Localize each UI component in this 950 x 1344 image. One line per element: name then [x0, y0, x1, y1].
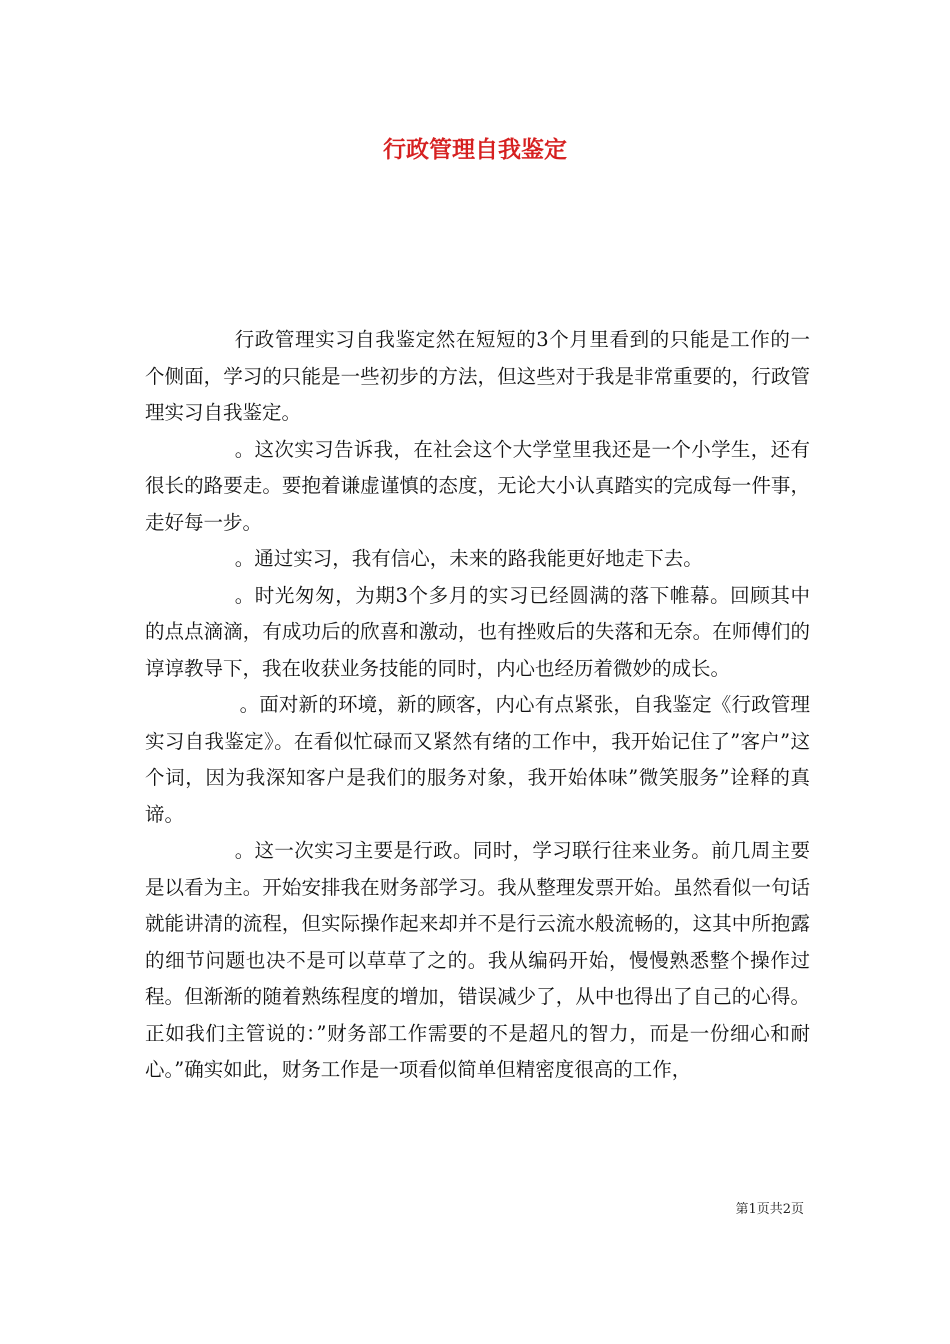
paragraph: 。这次实习告诉我，在社会这个大学堂里我还是一个小学生，还有很长的路要走。要抱着谦虚谨慎的态度，无论大小认真踏实的完成每一件事，走好每一步。	[145, 437, 810, 534]
paragraph: 。这一次实习主要是行政。同时，学习联行往来业务。前几周主要是以看为主。开始安排我在财务部学习。我从整理发票开始。虽然看似一句话就能讲清的流程，但实际操作起来却并不是行云流水般流畅的，这其中所抱露的细节问题也决不是可以草草了之的。我从编码开始，慢慢熟悉整个操作过程。但渐渐的随着熟练程度的增加，错误减少了，从中也得出了自己的心得。正如我们主管说的：”财务部工作需要的不是超凡的智力，而是一份细心和耐心。”确实如此，财务工作是一项看似简单但精密度很高的工作，	[145, 839, 810, 1081]
page-title-text: 行政管理自我鉴定	[383, 136, 567, 163]
page-number-footer: 第1页共2页	[735, 1202, 804, 1217]
page-title	[0, 133, 950, 167]
paragraph: 行政管理实习自我鉴定然在短短的3个月里看到的只能是工作的一个侧面，学习的只能是一些初步的方法，但这些对于我是非常重要的，行政管理实习自我鉴定。	[145, 328, 810, 424]
document-body	[145, 322, 810, 1089]
paragraph: 。通过实习，我有信心，未来的路我能更好地走下去。	[234, 547, 703, 570]
paragraph: 。时光匆匆，为期3个多月的实习已经圆满的落下帷幕。回顾其中的点点滴滴，有成功后的欣喜和激动，也有挫败后的失落和无奈。在师傅们的谆谆教导下，我在收获业务技能的同时，内心也经历着微妙的成长。	[145, 583, 810, 680]
paragraph: 。面对新的环境，新的顾客，内心有点紧张，自我鉴定《行政管理实习自我鉴定》。在看似忙碌而又紧然有绪的工作中，我开始记住了”客户”这个词，因为我深知客户是我们的服务对象，我开始体味”微笑服务”诠释的真谛。	[145, 693, 810, 826]
